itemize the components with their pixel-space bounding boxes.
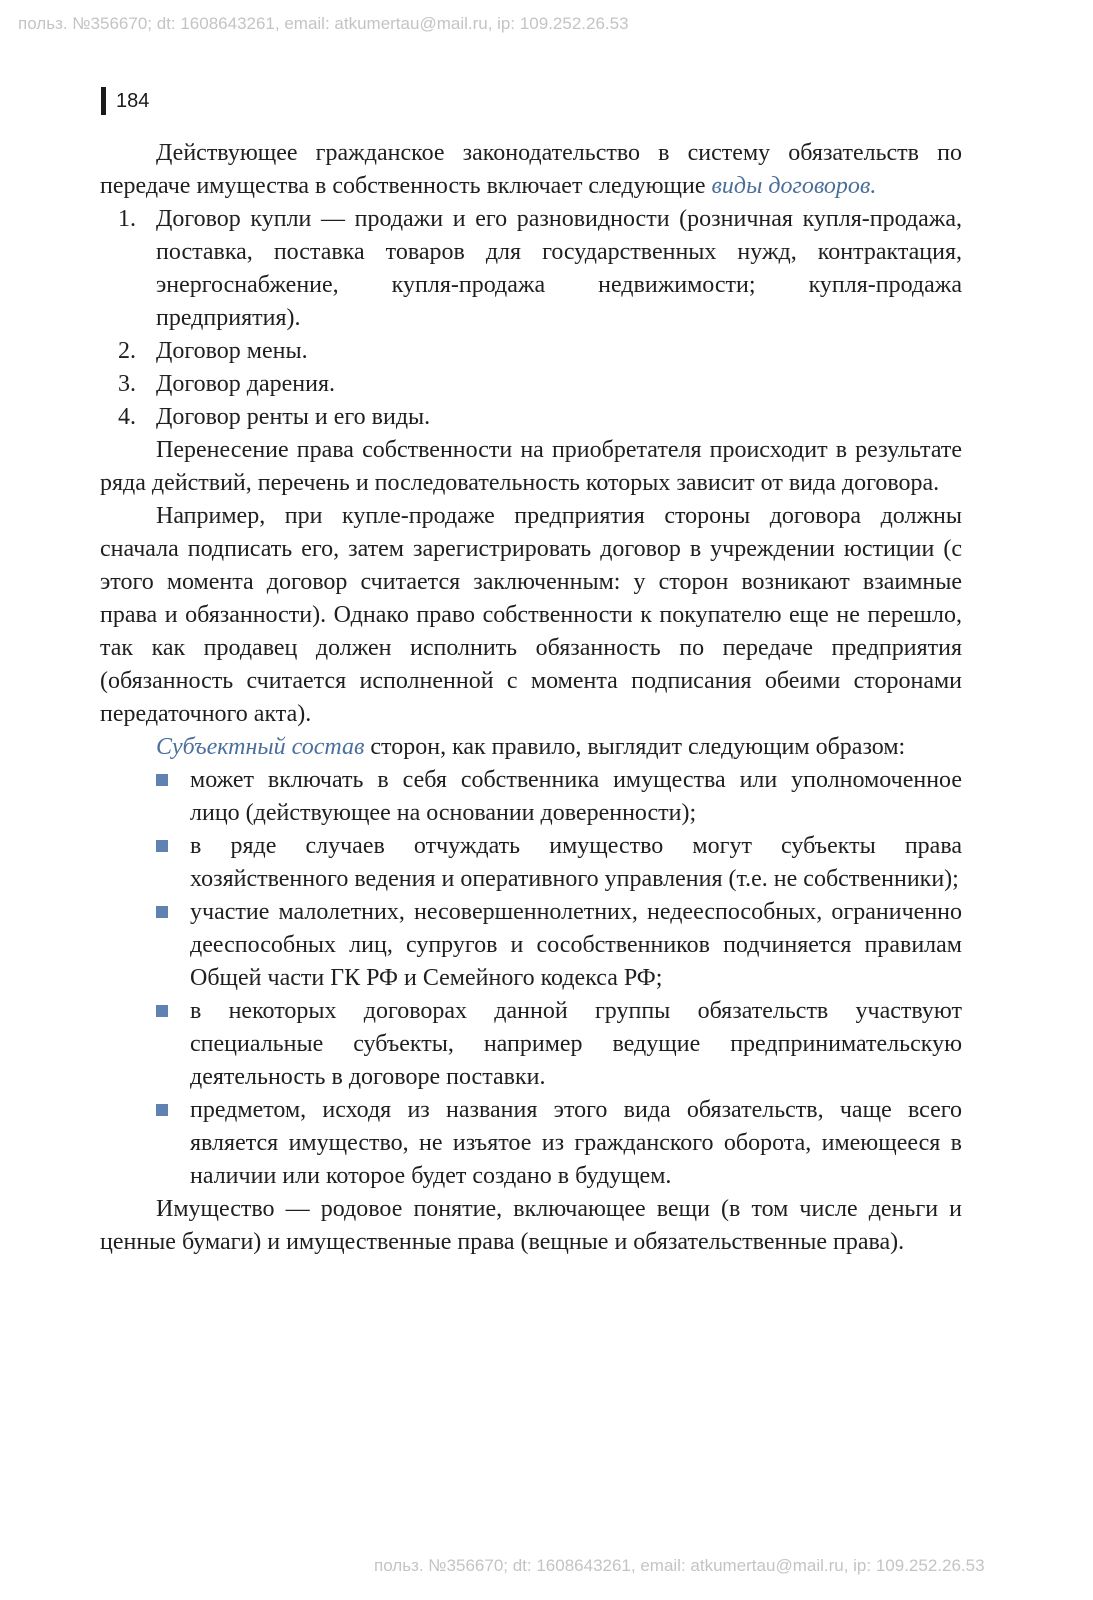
property-paragraph: Имущество — родовое понятие, включающее вещи (в том числе деньги и ценные бумаги) и имущественные права (вещные и обязательственные права). — [100, 1196, 962, 1255]
list-item-text: может включать в себя собственника имущества или уполномоченное лицо (действующее на основании доверенности); — [190, 767, 962, 826]
list-item-text: участие малолетних, несовершеннолетних, недееспособных, ограниченно дееспособных лиц, супругов и сособственников подчиняется правилам Общей части ГК РФ и Семейного кодекса РФ; — [190, 899, 962, 991]
square-bullet-icon — [156, 1104, 168, 1116]
subjects-intro-text: сторон, как правило, выглядит следующим образом: — [364, 734, 906, 760]
watermark-top: польз. №356670; dt: 1608643261, email: atkumertau@mail.ru, ip: 109.252.26.53 — [18, 14, 629, 33]
page-header — [101, 87, 149, 115]
square-bullet-icon — [156, 906, 168, 918]
list-item-number: 2. — [118, 338, 136, 364]
list-item — [100, 401, 962, 434]
intro-text: Действующее гражданское законодательство в систему обязательств по передаче имущества в собственность включает следующие — [100, 140, 962, 199]
list-item-text: Договор мены. — [156, 338, 308, 364]
watermark-bottom: польз. №356670; dt: 1608643261, email: atkumertau@mail.ru, ip: 109.252.26.53 — [374, 1556, 985, 1575]
list-item-number: 4. — [118, 404, 136, 430]
list-item — [100, 896, 962, 995]
list-item-text: Договор ренты и его виды. — [156, 404, 431, 430]
list-item-text: Договор купли — продажи и его разновидности (розничная купля-продажа, поставка, поставка товаров для государственных нужд, контрактация, энергоснабжение, купля-продажа недвижимости; купля-продажа предприятия). — [156, 206, 962, 331]
list-item — [100, 764, 962, 830]
list-item — [100, 830, 962, 896]
subjects-list — [100, 764, 962, 1193]
page-number: 184 — [116, 89, 150, 112]
square-bullet-icon — [156, 840, 168, 852]
list-item-number: 3. — [118, 371, 136, 397]
square-bullet-icon — [156, 774, 168, 786]
list-item-number: 1. — [118, 206, 136, 232]
list-item — [100, 1094, 962, 1193]
list-item-text: в некоторых договорах данной группы обязательств участвуют специальные субъекты, например ведущие предпринимательскую деятельность в договоре поставки. — [190, 998, 962, 1090]
list-item-text: Договор дарения. — [156, 371, 336, 397]
intro-term: виды договоров. — [711, 173, 877, 199]
square-bullet-icon — [156, 1005, 168, 1017]
list-item-text: предметом, исходя из названия этого вида обязательств, чаще всего является имущество, не изъятое из гражданского оборота, имеющееся в наличии или которое будет создано в будущем. — [190, 1097, 962, 1189]
list-item — [100, 203, 962, 335]
subjects-intro-paragraph — [100, 731, 962, 764]
header-bar — [101, 87, 106, 115]
intro-paragraph — [100, 137, 962, 203]
example-paragraph: Например, при купле-продаже предприятия стороны договора должны сначала подписать его, затем зарегистрировать договор в учреждении юстиции (с этого момента договор считается заключенным: у сторон возникают взаимные права и обязанности). Однако право собственности к покупателю еще не перешло, так как продавец должен исполнить обязанность по передаче предприятия (обязанность считается исполненной с момента подписания обеими сторонами передаточного акта). — [100, 503, 962, 727]
subjects-term: Субъектный состав — [156, 734, 365, 760]
page-content — [100, 137, 962, 1259]
list-item — [100, 335, 962, 368]
list-item-text: в ряде случаев отчуждать имущество могут субъекты права хозяйственного ведения и оперативного управления (т.е. не собственники); — [190, 833, 962, 892]
contract-types-list — [100, 203, 962, 434]
list-item — [100, 995, 962, 1094]
list-item — [100, 368, 962, 401]
transfer-paragraph: Перенесение права собственности на приобретателя происходит в результате ряда действий, перечень и последовательность которых зависит от вида договора. — [100, 437, 962, 496]
